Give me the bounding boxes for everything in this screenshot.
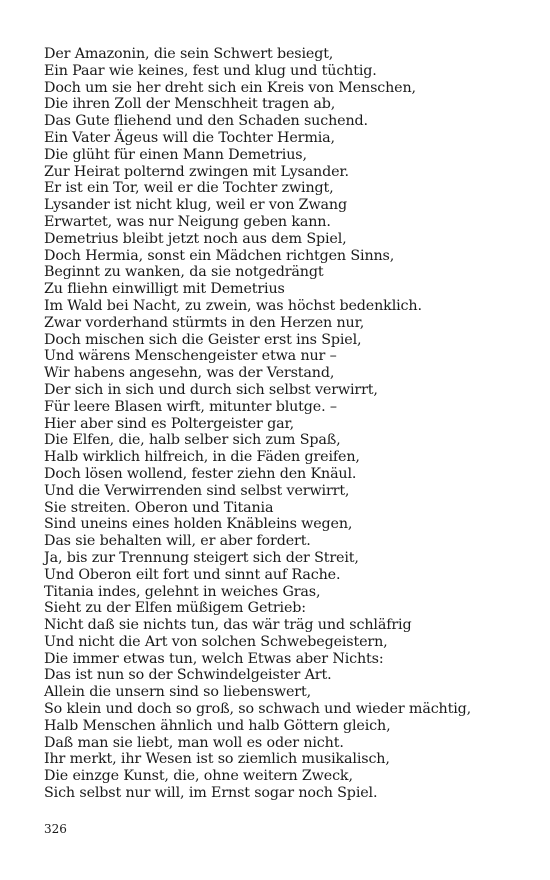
poem-line: Sie streiten. Oberon und Titania [44,499,274,516]
poem-line: So klein und doch so groß, so schwach und wieder mächtig, [44,701,472,718]
poem-line: Daß man sie liebt, man woll es oder nicht. [44,734,344,751]
poem-line: Demetrius bleibt jetzt noch aus dem Spiel, [44,230,347,247]
poem-line: Sind uneins eines holden Knäbleins wegen, [44,516,353,533]
poem-line: Und Oberon eilt fort und sinnt auf Rache. [44,566,341,583]
poem-line: Ein Paar wie keines, fest und klug und tüchtig. [44,62,377,79]
poem-line: Ihr merkt, ihr Wesen ist so ziemlich musikalisch, [44,751,390,768]
poem-line: Titania indes, gelehnt in weiches Gras, [44,583,321,600]
poem-line: Für leere Blasen wirft, mitunter blutge. – [44,398,337,415]
poem-line: Doch um sie her dreht sich ein Kreis von Menschen, [44,79,416,96]
poem-line: Und wärens Menschengeister etwa nur – [44,348,337,365]
poem-line: Er ist ein Tor, weil er die Tochter zwingt, [44,180,334,197]
poem-line: Die Elfen, die, halb selber sich zum Spaß, [44,432,341,449]
poem-line: Und die Verwirrenden sind selbst verwirrt, [44,482,350,499]
poem-line: Ja, bis zur Trennung steigert sich der Streit, [44,549,359,566]
page-number: 326 [44,822,67,836]
poem-text [44,46,524,802]
poem-line: Doch mischen sich die Geister erst ins Spiel, [44,331,362,348]
poem-line: Sich selbst nur will, im Ernst sogar noch Spiel. [44,785,378,802]
poem-line: Der Amazonin, die sein Schwert besiegt, [44,46,334,62]
poem-line: Der sich in sich und durch sich selbst verwirrt, [44,381,378,398]
poem-line: Halb Menschen ähnlich und halb Göttern gleich, [44,717,391,734]
poem-line: Zu fliehn einwilligt mit Demetrius [44,281,285,298]
poem-line: Allein die unsern sind so liebenswert, [44,684,311,701]
poem-line: Zur Heirat polternd zwingen mit Lysander. [44,163,349,180]
poem-line: Wir habens angesehn, was der Verstand, [44,365,335,382]
poem-line: Und nicht die Art von solchen Schwebegeistern, [44,633,388,650]
poem-line: Doch Hermia, sonst ein Mädchen richtgen Sinns, [44,247,395,264]
poem-line: Hier aber sind es Poltergeister gar, [44,415,295,432]
poem-line: Die einzge Kunst, die, ohne weitern Zweck, [44,768,353,785]
poem-line: Zwar vorderhand stürmts in den Herzen nur, [44,314,365,331]
poem-line: Die glüht für einen Mann Demetrius, [44,146,307,163]
poem-line: Die immer etwas tun, welch Etwas aber Nichts: [44,650,384,667]
poem-line: Das sie behalten will, er aber fordert. [44,533,311,550]
poem-line: Nicht daß sie nichts tun, das wär träg und schläfrig [44,617,412,634]
poem-line: Doch lösen wollend, fester ziehn den Knäul. [44,465,357,482]
poem-line: Beginnt zu wanken, da sie notgedrängt [44,264,324,281]
poem-line: Erwartet, was nur Neigung geben kann. [44,213,331,230]
poem-line: Halb wirklich hilfreich, in die Fäden greifen, [44,449,360,466]
poem-line: Das ist nun so der Schwindelgeister Art. [44,667,332,684]
poem-line: Sieht zu der Elfen müßigem Getrieb: [44,600,306,617]
poem-line: Die ihren Zoll der Menschheit tragen ab, [44,96,336,113]
poem-line: Lysander ist nicht klug, weil er von Zwang [44,197,347,214]
poem-line: Im Wald bei Nacht, zu zwein, was höchst bedenklich. [44,297,422,314]
poem-line: Das Gute fliehend und den Schaden suchend. [44,113,368,130]
poem-line: Ein Vater Ägeus will die Tochter Hermia, [44,129,335,146]
